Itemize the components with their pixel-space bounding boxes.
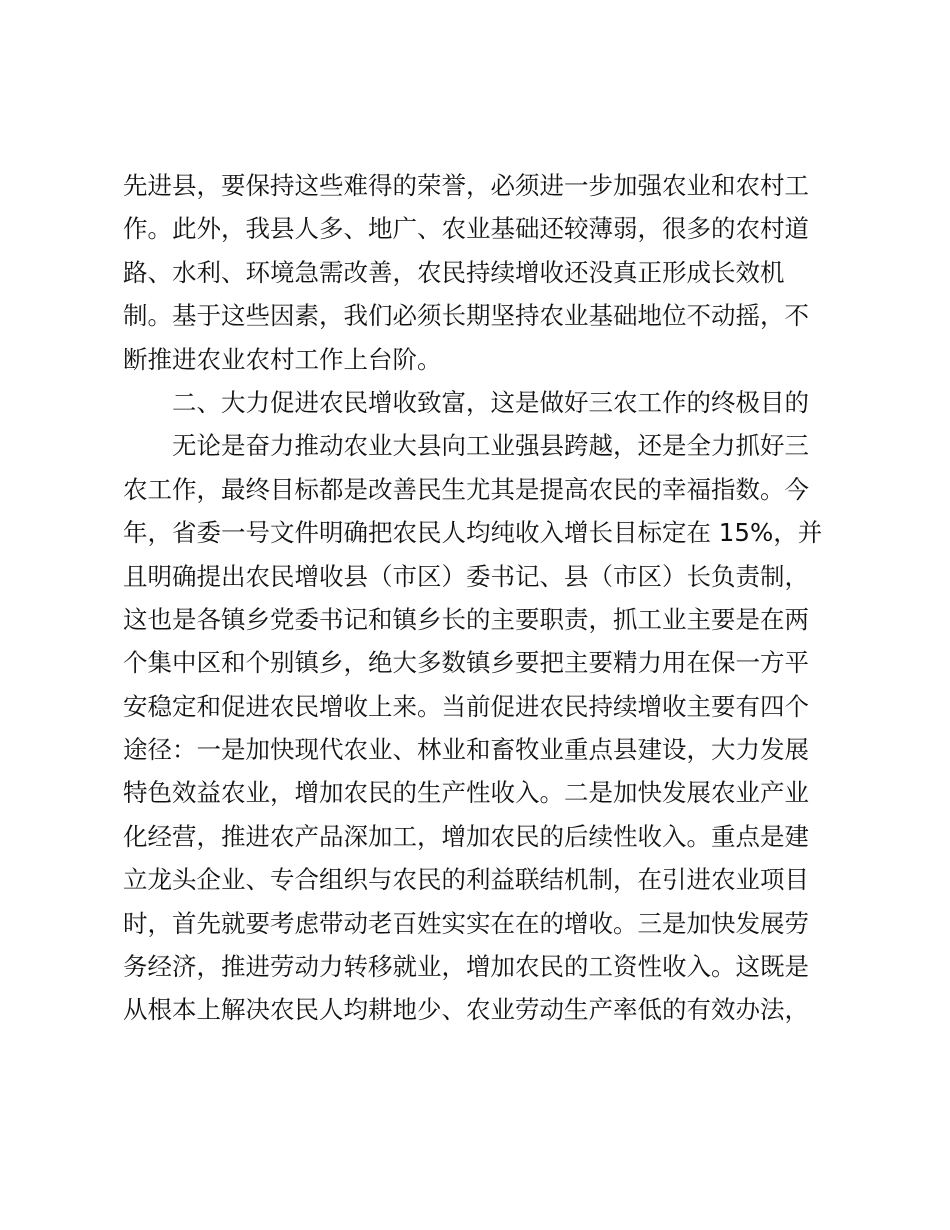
text-line: 时，首先就要考虑带动老百姓实实在在的增收。三是加快发展劳 [123,908,809,938]
text-line: 先进县，要保持这些难得的荣誉，必须进一步加强农业和农村工 [123,171,809,200]
text-line: 无论是奋力推动农业大县向工业强县跨越，还是全力抓好三 [172,431,809,461]
text-line: 务经济，推进劳动力转移就业，增加农民的工资性收入。这既是 [123,952,809,982]
text-line: 制。基于这些因素，我们必须长期坚持农业基础地位不动摇，不 [123,301,809,331]
text-line: 从根本上解决农民人均耕地少、农业劳动生产率低的有效办法， [123,995,809,1025]
paragraph [123,424,833,1031]
text-line: 且明确提出农民增收县（市区）委书记、县（市区）长负责制， [123,561,809,591]
text-line: 断推进农业农村工作上台阶。 [123,344,442,374]
text-line: 立龙头企业、专合组织与农民的利益联结机制，在引进农业项目 [123,865,809,895]
text-line: 这也是各镇乡党委书记和镇乡长的主要职责，抓工业主要是在两 [123,604,809,634]
text-line: 途径：一是加快现代农业、林业和畜牧业重点县建设，大力发展 [123,735,809,765]
text-line: 个集中区和个别镇乡，绝大多数镇乡要把主要精力用在保一方平 [123,648,809,678]
section-heading-text: 二、大力促进农民增收致富，这是做好三农工作的终极目的 [172,387,809,417]
text-line: 安稳定和促进农民增收上来。当前促进农民持续增收主要有四个 [123,691,809,721]
text-line: 化经营，推进农产品深加工，增加农民的后续性收入。重点是建 [123,821,809,851]
text-line: 作。此外，我县人多、地广、农业基础还较薄弱，很多的农村道 [123,214,809,244]
paragraph-continuation [123,164,833,381]
section-heading [123,381,833,424]
text-line: 年，省委一号文件明确把农民人均纯收入增长目标定在 15%，并 [123,518,823,548]
text-line: 路、水利、环境急需改善，农民持续增收还没真正形成长效机 [123,257,785,287]
document-body [123,164,833,1032]
text-line: 特色效益农业，增加农民的生产性收入。二是加快发展农业产业 [123,778,809,808]
text-line: 农工作，最终目标都是改善民生尤其是提高农民的幸福指数。今 [123,474,809,504]
